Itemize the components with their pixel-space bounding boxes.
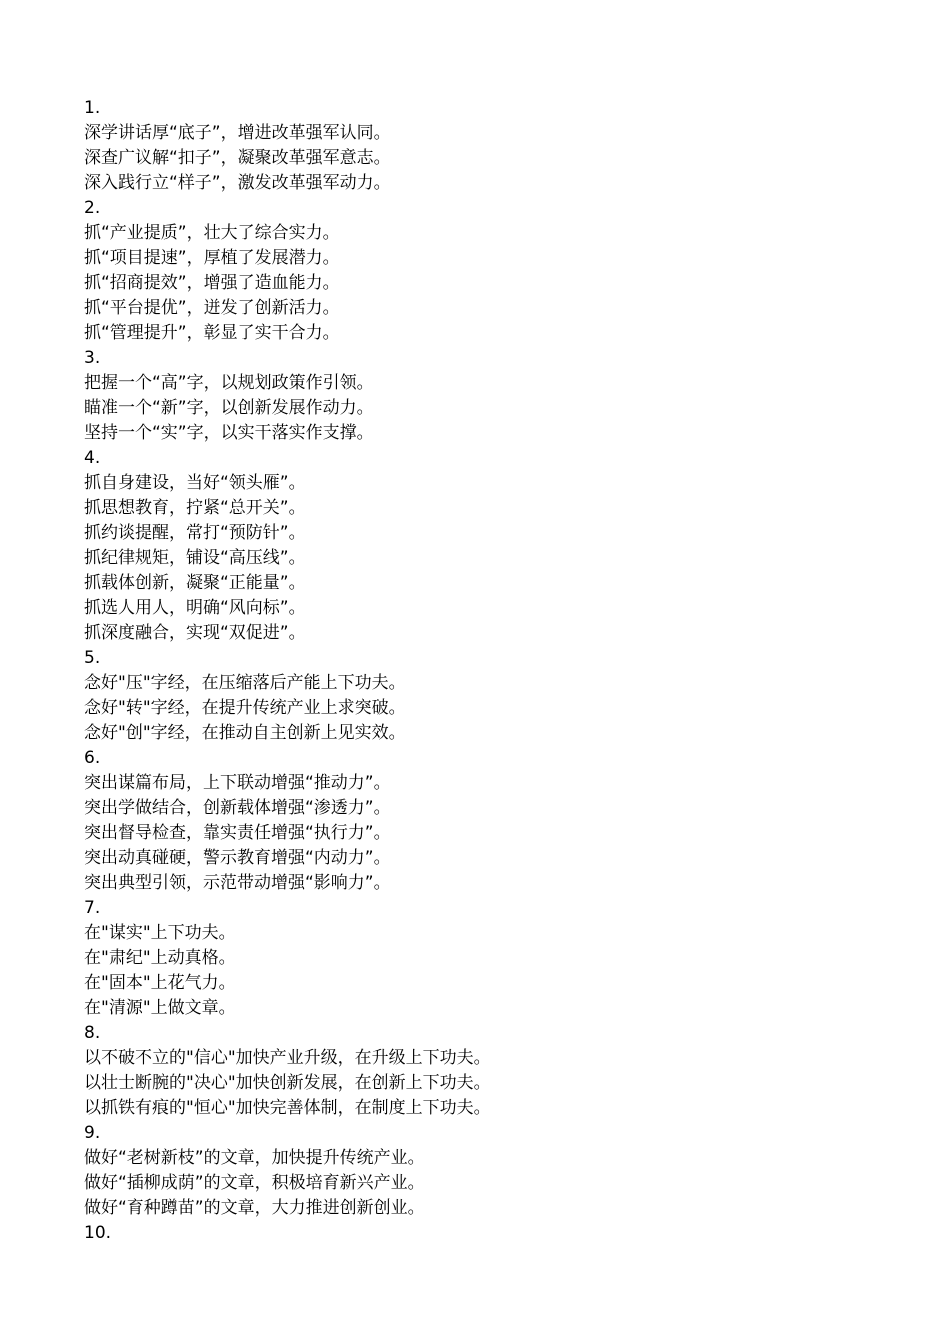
- text-line: 6.: [84, 748, 101, 768]
- text-line: 4.: [84, 448, 101, 468]
- text-line: 深入践行立“样子”，激发改革强军动力。: [84, 173, 391, 193]
- text-line: 深学讲话厚“底子”，增进改革强军认同。: [84, 123, 391, 143]
- text-line: 在"固本"上花气力。: [84, 973, 236, 993]
- text-line: 念好"转"字经，在提升传统产业上求突破。: [84, 698, 406, 718]
- text-line: 抓自身建设，当好“领头雁”。: [84, 473, 306, 493]
- text-line: 抓深度融合，实现“双促进”。: [84, 623, 306, 643]
- text-line: 抓约谈提醒，常打“预防针”。: [84, 523, 306, 543]
- text-line: 以不破不立的"信心"加快产业升级，在升级上下功夫。: [84, 1048, 491, 1068]
- text-line: 抓“产业提质”，壮大了综合实力。: [84, 223, 340, 243]
- text-line: 突出典型引领，示范带动增强“影响力”。: [84, 873, 391, 893]
- text-line: 抓选人用人，明确“风向标”。: [84, 598, 306, 618]
- document-body: [84, 96, 904, 1246]
- text-line: 抓载体创新，凝聚“正能量”。: [84, 573, 306, 593]
- text-line: 抓“招商提效”，增强了造血能力。: [84, 273, 340, 293]
- text-line: 3.: [84, 348, 101, 368]
- text-line: 做好“育种蹲苗”的文章，大力推进创新创业。: [84, 1198, 425, 1218]
- text-line: 在"肃纪"上动真格。: [84, 948, 236, 968]
- text-line: 抓“平台提优”，迸发了创新活力。: [84, 298, 340, 318]
- text-line: 8.: [84, 1023, 101, 1043]
- text-line: 抓纪律规矩，铺设“高压线”。: [84, 548, 306, 568]
- text-line: 做好“老树新枝”的文章，加快提升传统产业。: [84, 1148, 425, 1168]
- text-line: 以抓铁有痕的"恒心"加快完善体制，在制度上下功夫。: [84, 1098, 491, 1118]
- text-line: 9.: [84, 1123, 101, 1143]
- text-line: 突出动真碰硬，警示教育增强“内动力”。: [84, 848, 391, 868]
- text-line: 瞄准一个“新”字，以创新发展作动力。: [84, 398, 374, 418]
- text-line: 念好"压"字经，在压缩落后产能上下功夫。: [84, 673, 406, 693]
- text-line: 在"谋实"上下功夫。: [84, 923, 236, 943]
- text-line: 把握一个“高”字，以规划政策作引领。: [84, 373, 374, 393]
- text-line: 1.: [84, 98, 101, 118]
- text-line: 深查广议解“扣子”，凝聚改革强军意志。: [84, 148, 391, 168]
- text-line: 突出学做结合，创新载体增强“渗透力”。: [84, 798, 391, 818]
- text-line: 2.: [84, 198, 101, 218]
- text-line: 抓“项目提速”，厚植了发展潜力。: [84, 248, 340, 268]
- text-line: 5.: [84, 648, 101, 668]
- text-line: 突出督导检查，靠实责任增强“执行力”。: [84, 823, 391, 843]
- text-line: 7.: [84, 898, 101, 918]
- text-line: 以壮士断腕的"决心"加快创新发展，在创新上下功夫。: [84, 1073, 491, 1093]
- text-line: 做好“插柳成荫”的文章，积极培育新兴产业。: [84, 1173, 425, 1193]
- text-line: 念好"创"字经，在推动自主创新上见实效。: [84, 723, 406, 743]
- text-line: 突出谋篇布局，上下联动增强“推动力”。: [84, 773, 391, 793]
- text-line: 在"清源"上做文章。: [84, 998, 236, 1018]
- text-line: 10.: [84, 1223, 112, 1243]
- text-line: 抓思想教育，拧紧“总开关”。: [84, 498, 306, 518]
- text-line: 抓“管理提升”，彰显了实干合力。: [84, 323, 340, 343]
- text-line: 坚持一个“实”字，以实干落实作支撑。: [84, 423, 374, 443]
